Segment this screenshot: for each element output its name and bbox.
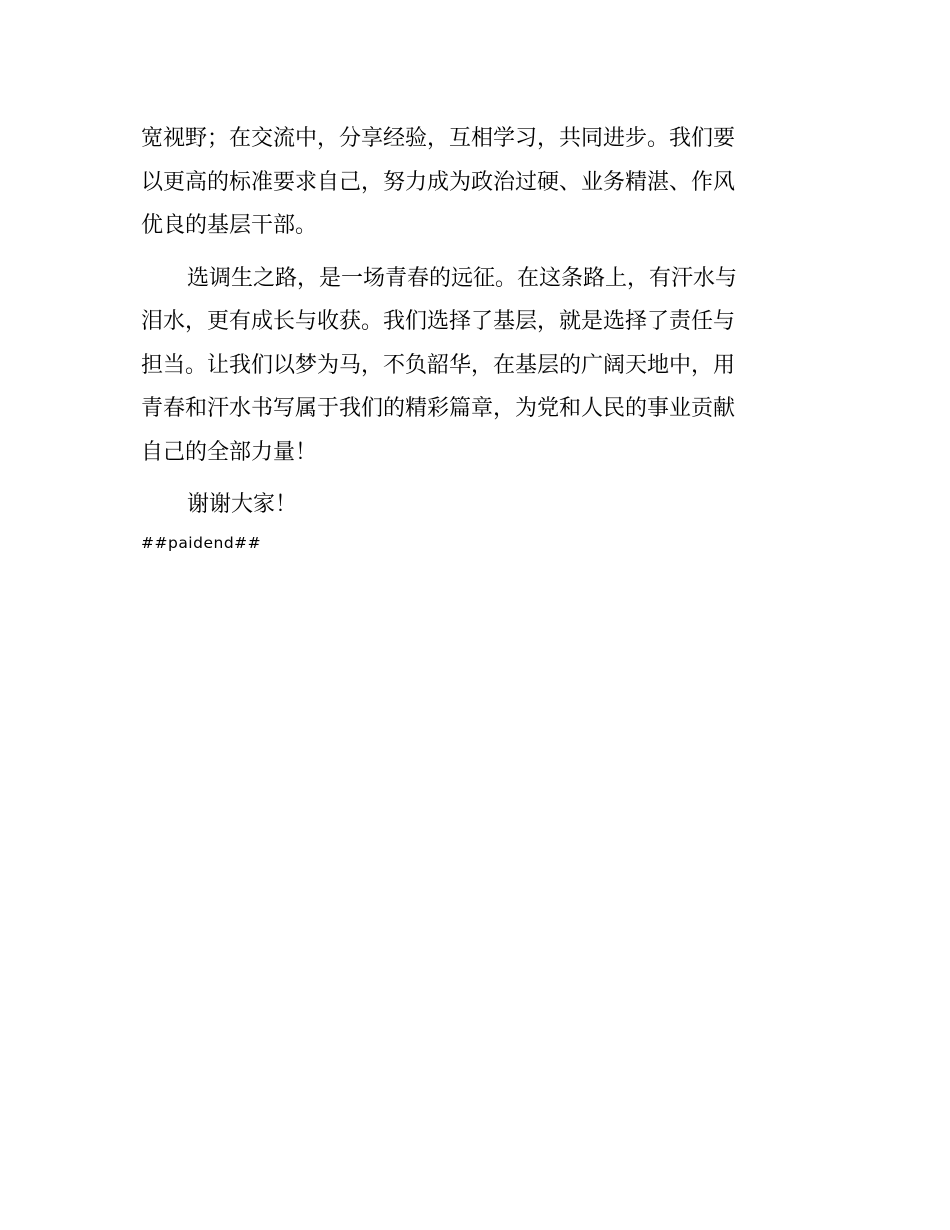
text-line: 青春和汗水书写属于我们的精彩篇章，为党和人民的事业贡献 (141, 396, 736, 421)
end-marker: ##paidend## (141, 533, 262, 552)
text-line: 以更高的标准要求自己，努力成为政治过硬、业务精湛、作风 (141, 169, 736, 195)
text-line: 宽视野；在交流中，分享经验，互相学习，共同进步。我们要 (141, 126, 736, 151)
text-line: 担当。让我们以梦为马，不负韶华，在基层的广阔天地中，用 (141, 352, 736, 378)
paragraph-continuation (141, 117, 811, 248)
document-body (141, 117, 811, 553)
text-line: 谢谢大家！ (187, 492, 298, 517)
text-line: 自己的全部力量！ (141, 439, 318, 465)
text-line: 选调生之路，是一场青春的远征。在这条路上，有汗水与 (187, 265, 738, 291)
paragraph-conclusion (141, 257, 811, 475)
paragraph-thanks (141, 483, 811, 527)
text-line: 泪水，更有成长与收获。我们选择了基层，就是选择了责任与 (141, 309, 736, 334)
text-line: 优良的基层干部。 (141, 213, 318, 238)
